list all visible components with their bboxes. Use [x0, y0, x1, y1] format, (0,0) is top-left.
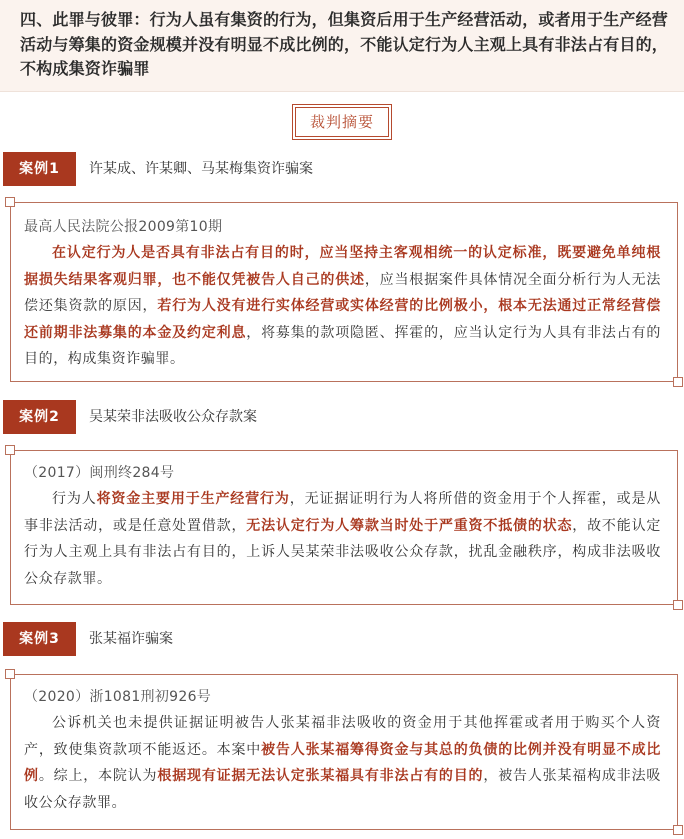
emphasis-text: 无法认定行为人筹款当时处于严重资不抵债的状态: [246, 517, 573, 534]
section-heading-box: [0, 0, 684, 92]
summary-text: ，被告人张某福构成非法吸收公众存款罪。: [24, 768, 661, 811]
case-reference: （2020）浙1081刑初926号: [24, 689, 212, 705]
corner-ornament: [673, 600, 683, 610]
corner-ornament: [5, 445, 15, 455]
case-label: 案例2: [3, 400, 76, 434]
emphasis-text: 被告人张某福筹得资金与其总的负债的比例并没有明显不成比例: [24, 741, 661, 784]
summary-text: 。综上，本院认为: [38, 768, 158, 784]
summary-text: ，应当根据案件具体情况全面分析行为人无法偿还集资款的原因，: [24, 271, 661, 314]
case-summary: [24, 240, 661, 373]
section-tag-label: 裁判摘要: [295, 107, 389, 137]
summary-text: ，无证据证明行为人将所借的资金用于个人挥霍，或是从事非法活动，或是任意处置借款，: [24, 491, 661, 534]
emphasis-text: 根据现有证据无法认定张某福具有非法占有的目的: [157, 768, 484, 784]
emphasis-text: 在认定行为人是否具有非法占有目的时，应当坚持主客观相统一的认定标准，既要避免单纯根据损失结果客观归罪，也不能仅凭被告人自己的供述: [24, 245, 661, 288]
section-heading: 四、此罪与彼罪：行为人虽有集资的行为，但集资后用于生产经营活动，或者用于生产经营活动与筹集的资金规模并没有明显不成比例的，不能认定行为人主观上具有非法占有目的，不构成集资诈骗罪: [20, 10, 669, 78]
corner-ornament: [673, 825, 683, 835]
case-name: 张某福诈骗案: [89, 631, 173, 647]
case-name: 吴某荣非法吸收公众存款案: [89, 409, 257, 425]
case-summary: [24, 710, 661, 816]
case-box-3: [10, 674, 678, 830]
case-label: 案例3: [3, 622, 76, 656]
case-reference: 最高人民法院公报2009第10期: [24, 219, 223, 235]
corner-ornament: [5, 197, 15, 207]
section-tag: [292, 104, 392, 140]
emphasis-text: 若行为人没有进行实体经营或实体经营的比例极小，根本无法通过正常经营偿还前期非法募集的本金及约定利息: [24, 298, 661, 341]
corner-ornament: [5, 669, 15, 679]
summary-text: ，故不能认定行为人主观上具有非法占有目的，上诉人吴某荣非法吸收公众存款，扰乱金融秩序，构成非法吸收公众存款罪。: [24, 517, 661, 587]
case-box-2: [10, 450, 678, 605]
case-name: 许某成、许某卿、马某梅集资诈骗案: [89, 161, 313, 177]
case-box-1: [10, 202, 678, 382]
case-reference: （2017）闽刑终284号: [24, 465, 175, 481]
emphasis-text: 将资金主要用于生产经营行为: [96, 491, 290, 507]
summary-text: ，将募集的款项隐匿、挥霍的，应当认定行为人具有非法占有的目的，构成集资诈骗罪。: [24, 324, 661, 367]
case-label: 案例1: [3, 152, 76, 186]
case-summary: [24, 486, 661, 592]
corner-ornament: [673, 377, 683, 387]
summary-text: 公诉机关也未提供证据证明被告人张某福非法吸收的资金用于其他挥霍或者用于购买个人资产，致使集资款项不能返还。本案中: [24, 715, 661, 758]
summary-text: 行为人: [52, 491, 97, 507]
